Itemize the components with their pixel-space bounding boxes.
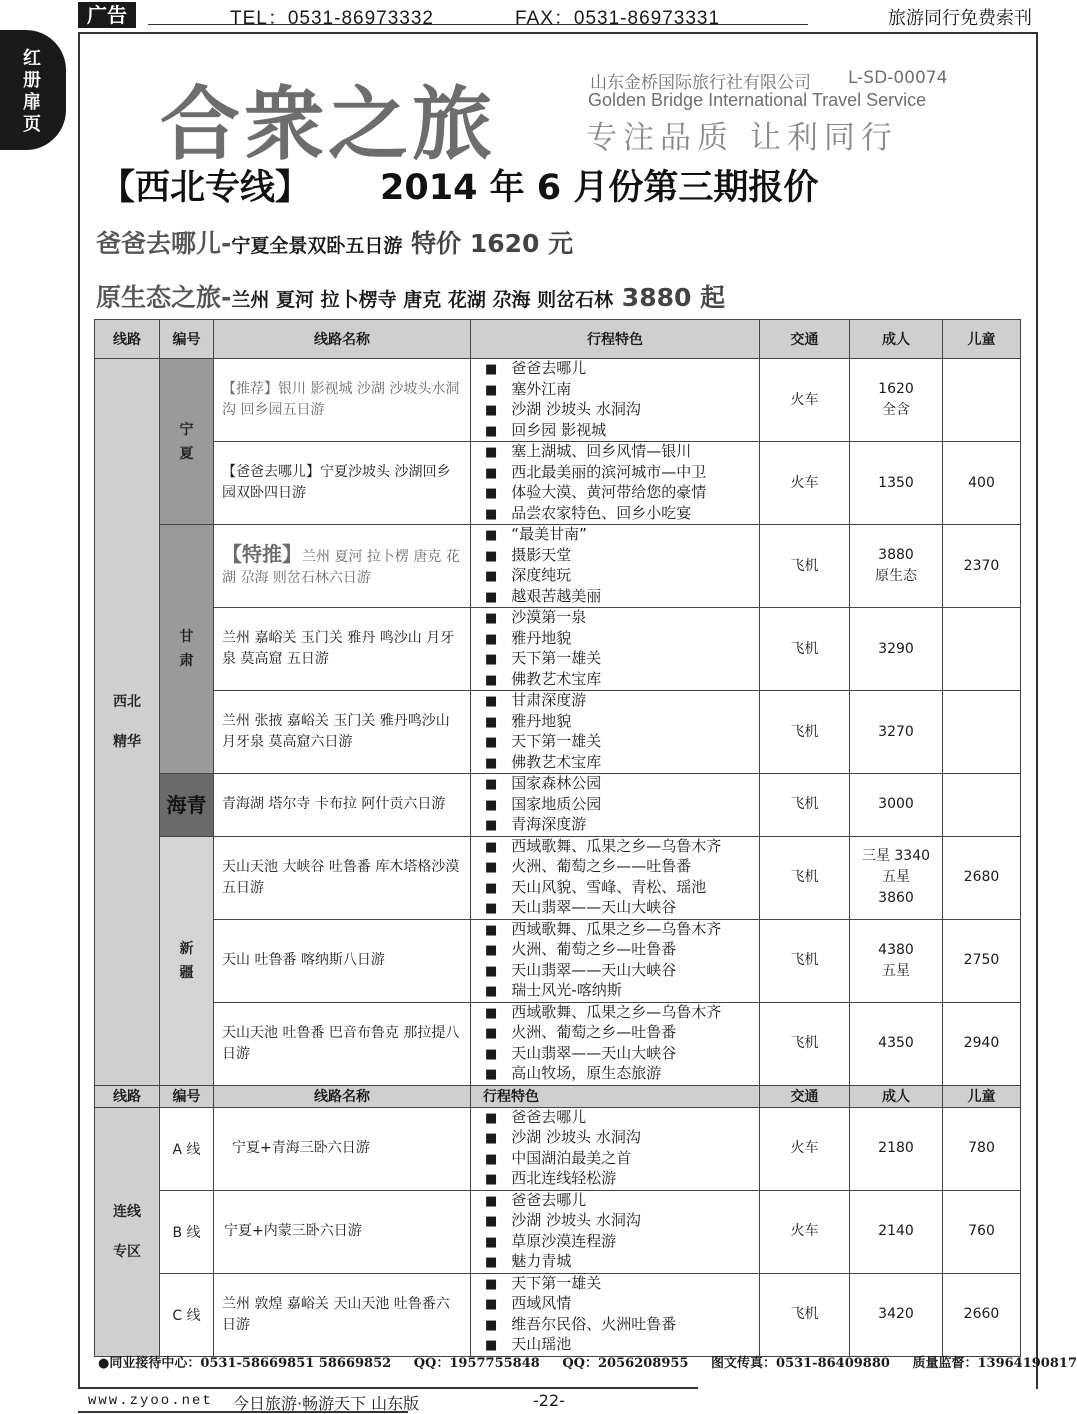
child-price: 780 — [943, 1107, 1021, 1190]
table-header-row — [95, 320, 1021, 359]
route-features: ■ 国家森林公园 ■ 国家地质公园 ■ 青海深度游 — [471, 774, 760, 837]
adult-price: 3420 — [850, 1273, 943, 1356]
route-features: ■ 西域歌舞、瓜果之乡—乌鲁木齐 ■ 火洲、葡萄之乡—吐鲁番 ■ 天山翡翠——天山大峡谷 ■ 高山牧场，原生态旅游 — [471, 1002, 760, 1085]
footer-contacts — [98, 1352, 1077, 1371]
province-ningxia: 宁夏 — [160, 359, 214, 525]
transport: 飞机 — [760, 525, 850, 608]
child-price — [943, 774, 1021, 837]
route-name: 【特推】兰州 夏河 拉卜楞 唐克 花湖 尕海 则岔石林六日游 — [214, 525, 471, 608]
col-header: 儿童 — [943, 320, 1021, 359]
contact-supervision: 质量监督：13964190817 — [912, 1356, 1077, 1371]
page-footer — [78, 1387, 698, 1413]
table-row — [95, 919, 1021, 1002]
table-row — [95, 1107, 1021, 1190]
region-label: 西北精华 — [95, 359, 160, 1086]
child-price: 2660 — [943, 1273, 1021, 1356]
route-features: ■ 西域歌舞、瓜果之乡—乌鲁木齐 ■ 火洲、葡萄之乡—吐鲁番 ■ 天山翡翠——天山大峡谷 ■ 瑞士风光-喀纳斯 — [471, 919, 760, 1002]
col-header: 编号 — [160, 320, 214, 359]
child-price: 2750 — [943, 919, 1021, 1002]
side-tab — [0, 30, 66, 150]
child-price: 2370 — [943, 525, 1021, 608]
promo-price: 特价 1620 元 — [402, 229, 574, 258]
page-title — [100, 160, 818, 210]
promo-head: 原生态之旅- — [96, 283, 232, 312]
side-tab-char: 页 — [23, 114, 41, 135]
contact-fax: 图文传真：0531-86409880 — [711, 1356, 890, 1371]
table-row — [95, 359, 1021, 442]
col-header: 线路 — [95, 1085, 160, 1107]
route-features: ■ 西域歌舞、瓜果之乡—乌鲁木齐 ■ 火洲、葡萄之乡——吐鲁番 ■ 天山风貌、雪峰、青松、瑶池 ■ 天山翡翠——天山大峡谷 — [471, 836, 760, 919]
route-name: 天山 吐鲁番 喀纳斯八日游 — [214, 919, 471, 1002]
col-header: 线路 — [95, 320, 160, 359]
route-features: ■ 天下第一雄关 ■ 西域风情 ■ 维吾尔民俗、火洲吐鲁番 ■ 天山瑶池 — [471, 1273, 760, 1356]
adult-price: 3270 — [850, 691, 943, 774]
child-price — [943, 359, 1021, 442]
child-price: 400 — [943, 442, 1021, 525]
contact-reception: ●同业接待中心：0531-58669851 58669852 — [98, 1356, 392, 1371]
route-name: 【爸爸去哪儿】宁夏沙坡头 沙湖回乡园双卧四日游 — [214, 442, 471, 525]
route-code: C 线 — [160, 1273, 214, 1356]
col-header: 线路名称 — [214, 1085, 471, 1107]
table-row — [95, 1190, 1021, 1273]
promo-price: 3880 起 — [613, 283, 726, 312]
col-header: 儿童 — [943, 1085, 1021, 1107]
transport: 飞机 — [760, 1273, 850, 1356]
route-features: ■ 爸爸去哪儿 ■ 沙湖 沙坡头 水洞沟 ■ 草原沙漠连程游 ■ 魅力青城 — [471, 1190, 760, 1273]
route-name: 【推荐】银川 影视城 沙湖 沙坡头水洞沟 回乡园五日游 — [214, 359, 471, 442]
price-table — [94, 319, 1021, 1357]
footer-brand: 今日旅游·畅游天下 山东版 — [233, 1394, 420, 1413]
logo-calligraphy: 合衆之旅 — [160, 77, 496, 171]
adult-price: 3290 — [850, 608, 943, 691]
route-code: A 线 — [160, 1107, 214, 1190]
table-row — [95, 836, 1021, 919]
child-price: 2940 — [943, 1002, 1021, 1085]
table-row — [95, 691, 1021, 774]
adult-price: 3880 原生态 — [850, 525, 943, 608]
route-name: 兰州 张掖 嘉峪关 玉门关 雅丹鸣沙山 月牙泉 莫高窟六日游 — [214, 691, 471, 774]
transport: 飞机 — [760, 1002, 850, 1085]
route-features: ■ “最美甘南” ■ 摄影天堂 ■ 深度纯玩 ■ 越艰苦越美丽 — [471, 525, 760, 608]
header-tagline: 旅游同行免费索刊 — [888, 8, 1032, 29]
title-left: 【西北专线】 — [100, 168, 311, 208]
adult-price: 2140 — [850, 1190, 943, 1273]
col-header: 成人 — [850, 320, 943, 359]
transport: 火车 — [760, 359, 850, 442]
table-row — [95, 442, 1021, 525]
slogan: 专注品质 让利同行 — [586, 120, 898, 156]
transport: 火车 — [760, 1107, 850, 1190]
company-name-zh: 山东金桥国际旅行社有限公司 — [590, 73, 811, 93]
province-xinjiang: 新疆 — [160, 836, 214, 1085]
table-row — [95, 1002, 1021, 1085]
promo-line — [96, 278, 725, 314]
child-price — [943, 608, 1021, 691]
side-tab-char: 册 — [23, 70, 41, 91]
contact-qq: QQ：1957755848 — [413, 1356, 540, 1371]
ad-tag: 广告 — [78, 2, 136, 28]
transport: 火车 — [760, 1190, 850, 1273]
adult-price: 4380 五星 — [850, 919, 943, 1002]
route-features: ■ 塞上湖城、回乡风情—银川 ■ 西北最美丽的滨河城市—中卫 ■ 体验大漠、黄河带给您的豪情 ■ 品尝农家特色、回乡小吃宴 — [471, 442, 760, 525]
child-price — [943, 691, 1021, 774]
header-underline — [148, 24, 808, 25]
col-header: 行程特色 — [471, 320, 760, 359]
table-row — [95, 774, 1021, 837]
adult-price: 三星 3340 五星 3860 — [850, 836, 943, 919]
transport: 飞机 — [760, 774, 850, 837]
region-label: 连线专区 — [95, 1107, 160, 1356]
route-code: B 线 — [160, 1190, 214, 1273]
transport: 飞机 — [760, 691, 850, 774]
col-header: 编号 — [160, 1085, 214, 1107]
promo-head: 爸爸去哪儿- — [96, 229, 232, 258]
col-header: 交通 — [760, 320, 850, 359]
route-name: 兰州 嘉峪关 玉门关 雅丹 鸣沙山 月牙泉 莫高窟 五日游 — [214, 608, 471, 691]
contact-qq: QQ：2056208955 — [562, 1356, 689, 1371]
province-gansu: 甘肃 — [160, 525, 214, 774]
footer-site: www.zyoo.net — [88, 1393, 213, 1409]
transport: 飞机 — [760, 608, 850, 691]
adult-price: 1350 — [850, 442, 943, 525]
adult-price: 3000 — [850, 774, 943, 837]
title-right: 2014 年 6 月份第三期报价 — [380, 168, 819, 208]
route-features: ■ 爸爸去哪儿 ■ 沙湖 沙坡头 水洞沟 ■ 中国湖泊最美之首 ■ 西北连线轻松游 — [471, 1107, 760, 1190]
page-number: -22- — [533, 1391, 565, 1410]
adult-price: 2180 — [850, 1107, 943, 1190]
child-price: 760 — [943, 1190, 1021, 1273]
route-name: 兰州 敦煌 嘉峪关 天山天池 吐鲁番六日游 — [214, 1273, 471, 1356]
route-features: ■ 甘肃深度游 ■ 雅丹地貌 ■ 天下第一雄关 ■ 佛教艺术宝库 — [471, 691, 760, 774]
page-header — [78, 0, 1040, 32]
header-tel: TEL：0531-86973332 — [230, 8, 434, 29]
promo-sub: 兰州 夏河 拉卜楞寺 唐克 花湖 尕海 则岔石林 — [231, 289, 614, 311]
route-name: 天山天池 吐鲁番 巴音布鲁克 那拉提八日游 — [214, 1002, 471, 1085]
col-header: 成人 — [850, 1085, 943, 1107]
adult-price: 4350 — [850, 1002, 943, 1085]
license-code: L-SD-00074 — [848, 68, 948, 88]
footer-underline — [78, 1411, 408, 1413]
col-header: 线路名称 — [214, 320, 471, 359]
promo-sub: 宁夏全景双卧五日游 — [231, 235, 403, 257]
col-header: 交通 — [760, 1085, 850, 1107]
route-name: 宁夏+青海三卧六日游 — [214, 1107, 471, 1190]
transport: 飞机 — [760, 836, 850, 919]
transport: 火车 — [760, 442, 850, 525]
promo-line — [96, 224, 573, 260]
adult-price: 1620 全含 — [850, 359, 943, 442]
child-price: 2680 — [943, 836, 1021, 919]
header-fax: FAX：0531-86973331 — [515, 8, 721, 29]
route-name: 天山天池 大峡谷 吐鲁番 库木塔格沙漠五日游 — [214, 836, 471, 919]
route-features: ■ 爸爸去哪儿 ■ 塞外江南 ■ 沙湖 沙坡头 水洞沟 ■ 回乡园 影视城 — [471, 359, 760, 442]
table-row — [95, 608, 1021, 691]
route-features: ■ 沙漠第一泉 ■ 雅丹地貌 ■ 天下第一雄关 ■ 佛教艺术宝库 — [471, 608, 760, 691]
side-tab-char: 扉 — [23, 92, 41, 113]
table-header-row — [95, 1085, 1021, 1107]
side-tab-char: 红 — [23, 48, 41, 69]
col-header: 行程特色 — [471, 1085, 760, 1107]
transport: 飞机 — [760, 919, 850, 1002]
province-qinghai: 海青 — [160, 774, 214, 837]
route-name: 宁夏+内蒙三卧六日游 — [214, 1190, 471, 1273]
table-row — [95, 1273, 1021, 1356]
table-row — [95, 525, 1021, 608]
company-name-en: Golden Bridge International Travel Service — [588, 90, 927, 110]
route-name: 青海湖 塔尔寺 卡布拉 阿什贡六日游 — [214, 774, 471, 837]
